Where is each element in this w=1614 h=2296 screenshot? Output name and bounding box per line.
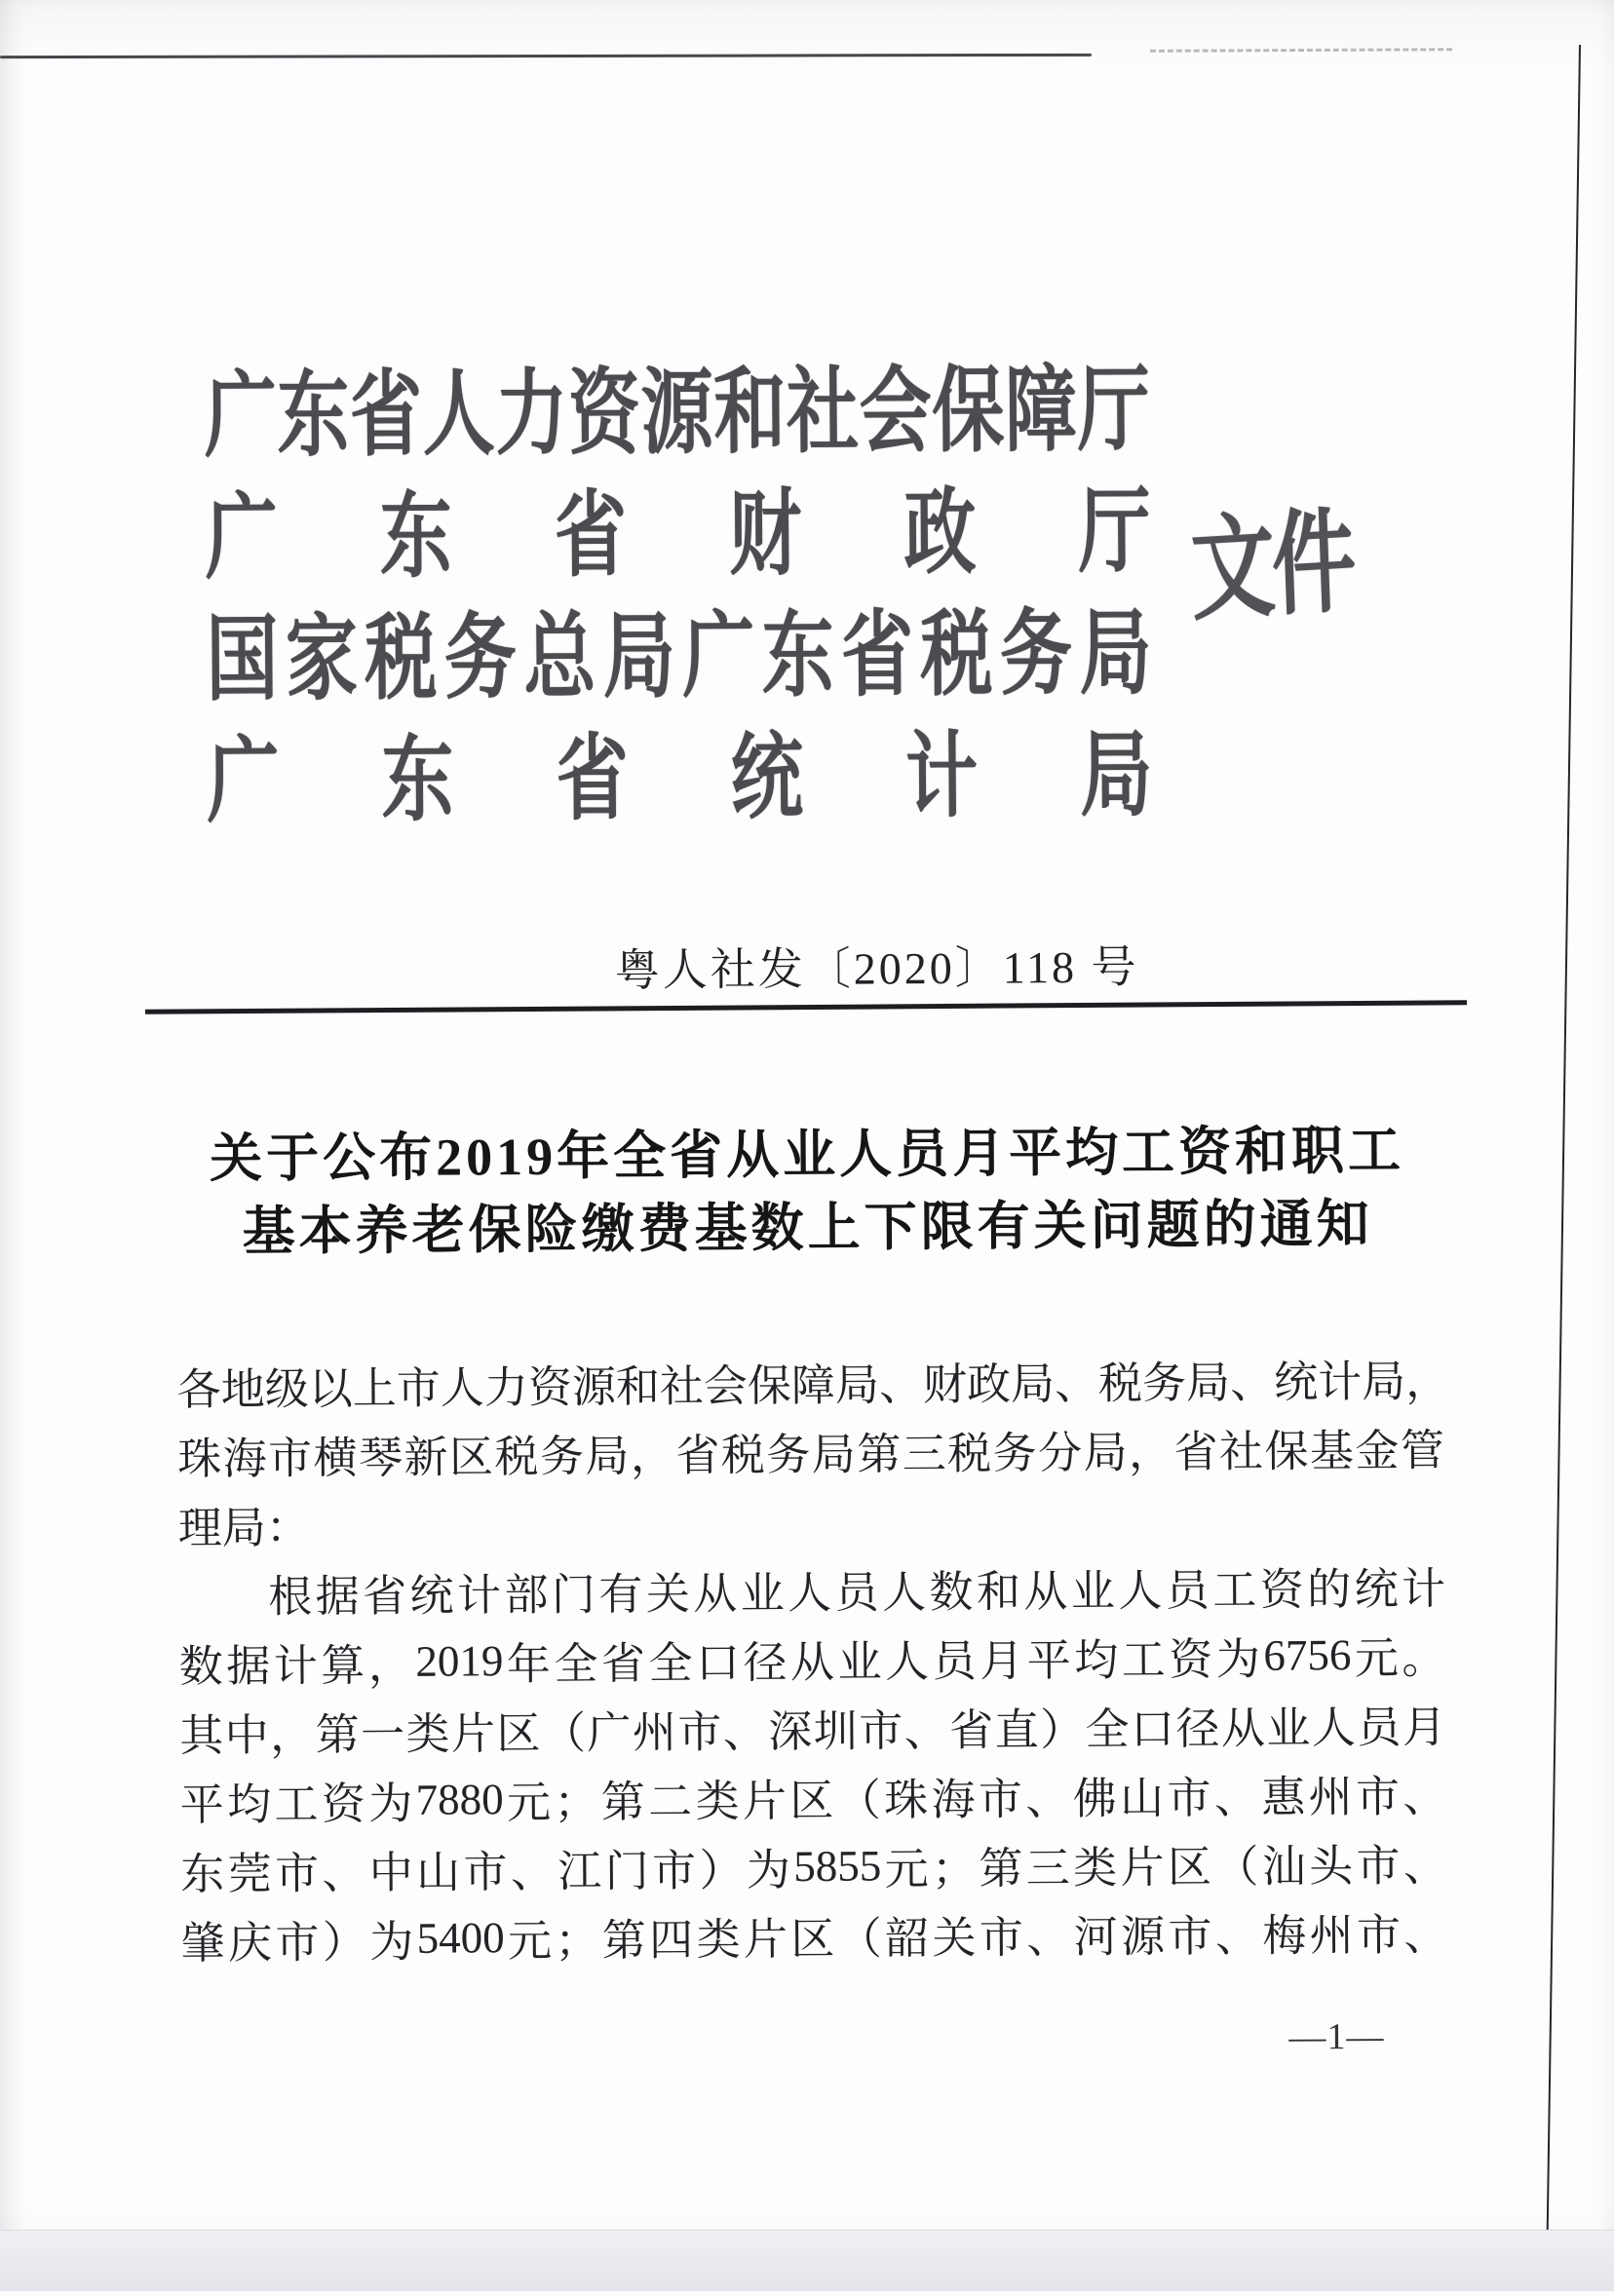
org-line-finance: 广 东 省 财 政 厅 <box>205 480 1151 592</box>
title-line-1: 关于公布2019年全省从业人员月平均工资和职工 <box>209 1121 1405 1189</box>
body-text <box>176 1342 1450 1973</box>
title-line-2: 基本养老保险缴费基数上下限有关问题的通知 <box>242 1194 1373 1262</box>
body-line: 数 据 计 算 ， 2019 年 全 省 全 口 径 从 业 人 员 月 平 均 工 资 为 6756 元 。 <box>178 1629 1446 1692</box>
separator-rule <box>145 1000 1467 1014</box>
document-title <box>164 1114 1451 1269</box>
body-line: 各 地 级 以 上 市 人 力 资 源 和 社 会 保 障 局 、 财 政 局 、 税 务 局 、 统 计 局 ， <box>176 1357 1450 1415</box>
letterhead-orgs <box>204 341 1152 835</box>
body-line: 其 中 ， 第 一 类 片 区 （ 广 州 市 、 深 圳 市 、 省 直 ） 全 口 径 从 业 人 员 月 <box>179 1703 1447 1761</box>
document-number: 粤人社发〔2020〕118 号 <box>614 941 1139 996</box>
body-line: 根 据 省 统 计 部 门 有 关 从 业 人 员 人 数 和 从 业 人 员 工 资 的 统 计 <box>268 1564 1446 1622</box>
body-line: 理 局 ： <box>177 1503 310 1553</box>
body-line: 平 均 工 资 为 7880 元 ； 第 二 类 片 区 （ 珠 海 市 、 佛 山 市 、 惠 州 市 、 <box>179 1772 1447 1830</box>
org-line-tax: 国 家 税 务 总 局 广 东 省 税 务 局 <box>206 602 1152 713</box>
org-line-statistics: 广 东 省 统 计 局 <box>207 724 1153 835</box>
org-line-hrss: 广 东 省 人 力 资 源 和 社 会 保 障 厅 <box>204 359 1150 470</box>
body-line: 东 莞 市 、 中 山 市 、 江 门 市 ） 为 5855 元 ； 第 三 类 片 区 （ 汕 头 市 、 <box>180 1840 1448 1899</box>
body-line: 珠 海 市 横 琴 新 区 税 务 局 ， 省 税 务 局 第 三 税 务 分 局 ， 省 社 保 基 金 管 <box>177 1426 1445 1484</box>
page-number: —1— <box>1288 2015 1385 2058</box>
document-label: 文件 <box>1188 498 1356 635</box>
body-line: 肇 庆 市 ） 为 5400 元 ； 第 四 类 片 区 （ 韶 关 市 、 河 源 市 、 梅 州 市 、 <box>180 1910 1448 1969</box>
